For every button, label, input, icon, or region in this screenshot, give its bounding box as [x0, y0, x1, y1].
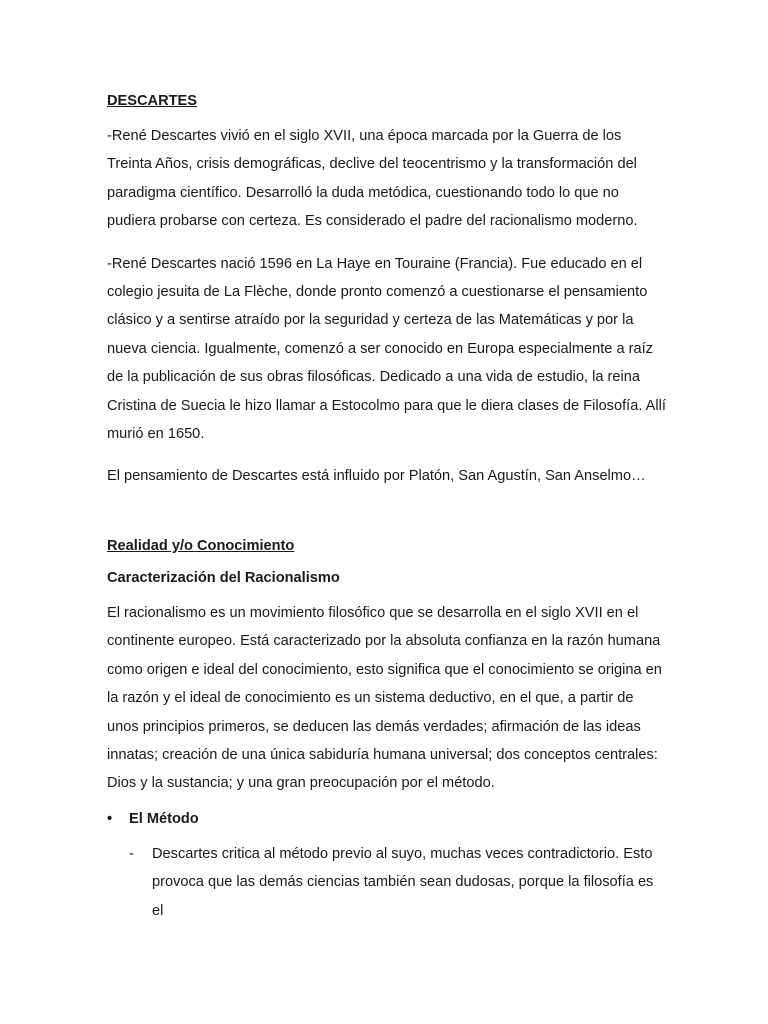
section-title-realidad: Realidad y/o Conocimiento — [107, 537, 295, 554]
subsection-title-racionalismo: Caracterización del Racionalismo — [107, 569, 340, 586]
paragraph-influences: El pensamiento de Descartes está influido por Platón, San Agustín, San Anselmo… — [107, 468, 646, 485]
paragraph-context: -René Descartes vivió en el siglo XVII, una época marcada por la Guerra de los Treinta Años, crisis demográficas, declive del teocentrismo y la transformación del paradigma científico. Desarrolló la duda metódica, cuestionando todo lo que no pudiera probarse con certeza. Es considerado el padre del racionalismo moderno. — [107, 128, 638, 230]
bullet-icon: • — [107, 810, 113, 827]
bullet-label: El Método — [129, 810, 199, 827]
paragraph-racionalismo: El racionalismo es un movimiento filosófico que se desarrolla en el siglo XVII en el continente europeo. Está caracterizado por la absoluta confianza en la razón humana como origen e ideal del conocimiento, esto significa que el conocimiento se origina en la razón y el ideal de conocimiento es un sistema deductivo, en el que, a partir de unos principios primeros, se deducen las demás verdades; afirmación de las ideas innatas; creación de una única sabiduría humana universal; dos conceptos centrales: Dios y la sustancia; y una gran preocupación por el método. — [107, 604, 662, 792]
document-body — [107, 90, 667, 925]
paragraph-biography: -René Descartes nació 1596 en La Haye en Touraine (Francia). Fue educado en el colegio jesuita de La Flèche, donde pronto comenzó a cuestionarse el pensamiento clásico y a sentirse atraído por la seguridad y certeza de las Matemáticas y por la nueva ciencia. Igualmente, comenzó a ser conocido en Europa especialmente a raíz de la publicación de sus obras filosóficas. Dedicado a una vida de estudio, la reina Cristina de Suecia le hizo llamar a Estocolmo para que le diera clases de Filosofía. Allí murió en 1650. — [107, 255, 666, 443]
dash-icon: - — [129, 845, 134, 862]
section-title-descartes: DESCARTES — [107, 93, 198, 109]
sub-list-item — [107, 840, 667, 925]
bullet-item-metodo — [107, 808, 667, 830]
sub-list-item-text: Descartes critica al método previo al suyo, muchas veces contradictorio. Esto provoca que las demás ciencias también sean dudosas, porque la filosofía es el — [152, 845, 654, 919]
